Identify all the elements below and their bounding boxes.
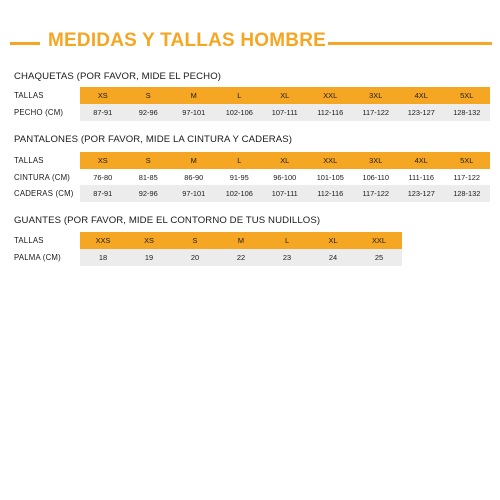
pants-size-cells	[80, 152, 490, 169]
pants-size-cell: L	[237, 156, 242, 165]
pants-hips-label: CADERAS (CM)	[14, 189, 74, 198]
jackets-value-cell: 128-132	[453, 108, 481, 117]
gloves-value-cell: 22	[236, 253, 246, 262]
jackets-value-cell: 117-122	[362, 108, 390, 117]
gloves-heading: GUANTES (POR FAVOR, MIDE EL CONTORNO DE TUS NUDILLOS)	[14, 215, 321, 226]
jackets-size-cell: 3XL	[369, 91, 383, 100]
gloves-size-label: TALLAS	[14, 236, 44, 245]
jackets-value-cell: 102-106	[225, 108, 253, 117]
gloves-size-cell: XXS	[95, 236, 111, 245]
pants-value-cell: 101-105	[316, 173, 344, 182]
page-title: MEDIDAS Y TALLAS HOMBRE	[48, 30, 327, 51]
pants-value-cell: 117-122	[362, 189, 390, 198]
gloves-size-cell: M	[237, 236, 245, 245]
pants-value-cell: 128-132	[453, 189, 481, 198]
pants-value-cell: 123-127	[407, 189, 435, 198]
gloves-size-cell: XL	[328, 236, 338, 245]
pants-size-cell: XS	[97, 156, 108, 165]
jackets-value-cell: 92-96	[138, 108, 158, 117]
pants-size-cell: M	[190, 156, 197, 165]
jackets-heading: CHAQUETAS (POR FAVOR, MIDE EL PECHO)	[14, 71, 222, 82]
pants-size-cell: XL	[280, 156, 290, 165]
gloves-palm-label: PALMA (CM)	[14, 253, 61, 262]
pants-value-cell: 81-85	[138, 173, 158, 182]
jackets-size-cell: S	[145, 91, 151, 100]
gloves-value-cell: 18	[98, 253, 108, 262]
gloves-value-cell: 23	[282, 253, 292, 262]
pants-value-cell: 96-100	[273, 173, 297, 182]
page-header	[10, 32, 492, 54]
jackets-size-cell: 5XL	[460, 91, 474, 100]
jackets-value-cell: 107-111	[271, 108, 298, 117]
jackets-size-cell: M	[190, 91, 197, 100]
pants-value-cell: 102-106	[225, 189, 253, 198]
gloves-size-cell: L	[284, 236, 290, 245]
pants-value-cell: 112-116	[317, 189, 344, 198]
jackets-size-cell: XS	[97, 91, 108, 100]
pants-value-cell: 111-116	[408, 173, 434, 182]
pants-size-cell: 5XL	[460, 156, 474, 165]
jackets-size-cell: 4XL	[414, 91, 428, 100]
pants-value-cell: 106-110	[362, 173, 390, 182]
pants-heading: PANTALONES (POR FAVOR, MIDE LA CINTURA Y CADERAS)	[14, 134, 293, 145]
pants-size-cell: 3XL	[369, 156, 383, 165]
pants-hips-cells	[80, 185, 490, 202]
jackets-chest-label: PECHO (CM)	[14, 108, 64, 117]
jackets-value-cell: 87-91	[93, 108, 113, 117]
jackets-size-label: TALLAS	[14, 91, 44, 100]
pants-size-label: TALLAS	[14, 156, 44, 165]
pants-value-cell: 107-111	[271, 189, 298, 198]
pants-value-cell: 97-101	[182, 189, 206, 198]
pants-value-cell: 87-91	[93, 189, 113, 198]
gloves-value-cell: 19	[144, 253, 154, 262]
jackets-size-cells	[80, 87, 490, 104]
pants-waist-label: CINTURA (CM)	[14, 173, 71, 182]
title-rule-right	[328, 42, 492, 45]
jackets-chest-cells	[80, 104, 490, 121]
gloves-value-cell: 20	[190, 253, 200, 262]
pants-value-cell: 117-122	[453, 173, 481, 182]
pants-value-cell: 91-95	[229, 173, 249, 182]
pants-size-cell: XXL	[323, 156, 338, 165]
pants-value-cell: 76-80	[93, 173, 113, 182]
jackets-value-cell: 112-116	[317, 108, 344, 117]
pants-size-cell: 4XL	[414, 156, 428, 165]
gloves-size-cells	[80, 232, 402, 249]
gloves-value-cell: 24	[328, 253, 338, 262]
jackets-value-cell: 123-127	[407, 108, 435, 117]
jackets-value-cell: 97-101	[182, 108, 206, 117]
title-rule-left	[10, 42, 40, 45]
pants-waist-cells	[80, 169, 490, 186]
gloves-size-cell: XXL	[372, 236, 386, 245]
gloves-size-cell: XS	[144, 236, 154, 245]
jackets-size-cell: L	[237, 91, 242, 100]
jackets-size-cell: XL	[280, 91, 290, 100]
pants-size-cell: S	[145, 156, 151, 165]
jackets-size-cell: XXL	[323, 91, 338, 100]
gloves-palm-cells	[80, 249, 402, 266]
pants-value-cell: 86-90	[184, 173, 204, 182]
pants-value-cell: 92-96	[138, 189, 158, 198]
gloves-size-cell: S	[192, 236, 198, 245]
gloves-value-cell: 25	[374, 253, 384, 262]
